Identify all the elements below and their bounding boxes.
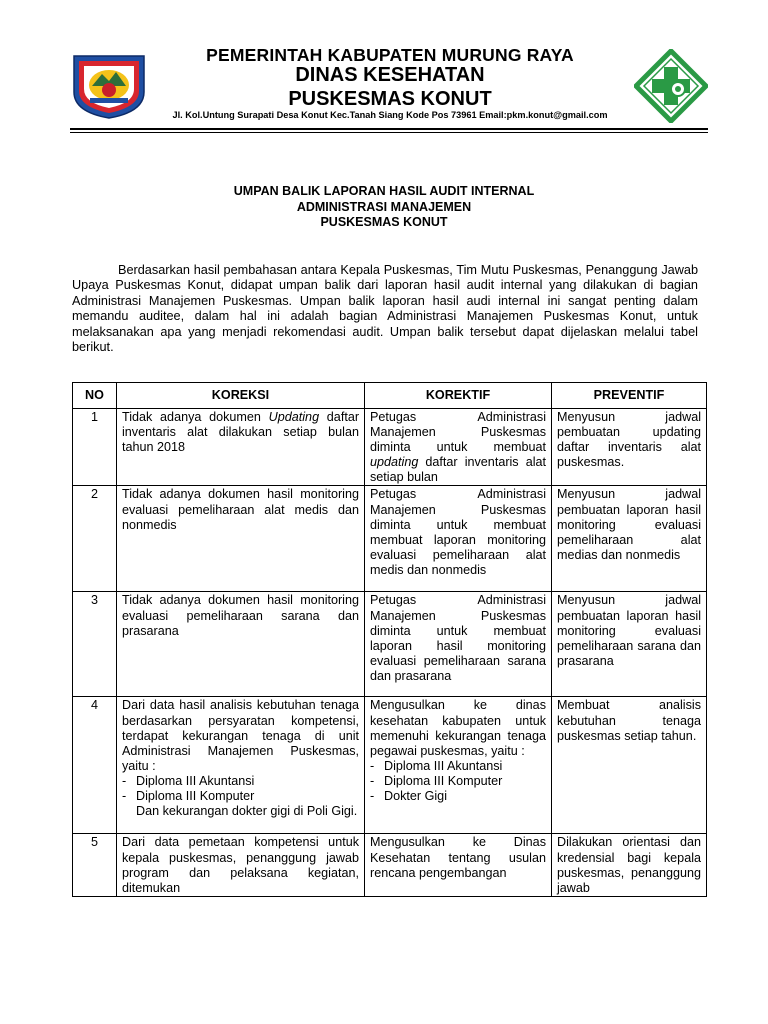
col-header-koreksi: KOREKSI xyxy=(117,383,365,409)
puskesmas-green-cross-logo-icon xyxy=(634,49,708,123)
list-item-text: Diploma III Komputer xyxy=(136,789,255,804)
korektif-text: Petugas Administrasi Manajemen Puskesmas diminta untuk membuat xyxy=(370,410,546,455)
korektif-text: Mengusulkan ke dinas kesehatan kabupaten untuk memenuhi kekurangan tenaga pegawai puskesmas, yaitu : xyxy=(370,698,546,758)
table-row xyxy=(73,697,707,834)
koreksi-cell xyxy=(117,697,365,834)
header-agency-line: DINAS KESEHATAN xyxy=(295,64,485,86)
table-row xyxy=(73,592,707,697)
title-line-2: ADMINISTRASI MANAJEMEN xyxy=(296,199,472,214)
koreksi-text: Dari data hasil analisis kebutuhan tenaga berdasarkan persyaratan kompetensi, terdapat kekurangan tenaga di unit Administrasi Manajemen Puskesmas, yaitu : xyxy=(122,698,359,773)
preventif-cell: Menyusun jadwal pembuatan laporan hasil monitoring evaluasi pemeliharaan alat medias dan nonmedis xyxy=(552,486,707,592)
korektif-cell: Petugas Administrasi Manajemen Puskesmas diminta untuk membuat membuat laporan monitoring evaluasi pemeliharaan alat medis dan nonmedis xyxy=(365,486,552,592)
regency-shield-emblem-icon xyxy=(70,52,148,120)
koreksi-cell: Tidak adanya dokumen hasil monitoring evaluasi pemeliharaan sarana dan prasarana xyxy=(117,592,365,697)
row-number: 4 xyxy=(73,697,117,834)
list-item: - Diploma III Akuntansi xyxy=(370,758,503,773)
preventif-cell: Membuat analisis kebutuhan tenaga puskesmas setiap tahun. xyxy=(552,697,707,834)
row-number: 1 xyxy=(73,409,117,486)
korektif-cell xyxy=(365,409,552,486)
preventif-cell: Dilakukan orientasi dan kredensial bagi kepala puskesmas, penanggung jawab xyxy=(552,834,707,896)
preventif-cell: Menyusun jadwal pembuatan updating daftar inventaris alat puskesmas. xyxy=(552,409,707,486)
korektif-cell xyxy=(365,697,552,834)
col-header-preventif: PREVENTIF xyxy=(552,383,707,409)
list-item-text: Dokter Gigi xyxy=(384,789,447,804)
list-item: - Dokter Gigi xyxy=(370,789,447,804)
list-item: - Diploma III Komputer xyxy=(122,789,255,804)
header-address: Jl. Kol.Untung Surapati Desa Konut Kec.Tanah Siang Kode Pos 73961 Email:pkm.konut@gmail.com xyxy=(172,110,608,120)
koreksi-cell: Tidak adanya dokumen hasil monitoring evaluasi pemeliharaan alat medis dan nonmedis xyxy=(117,486,365,592)
koreksi-text-end: daftar inventaris alat dilakukan setiap bulan tahun 2018 xyxy=(122,410,360,455)
koreksi-emphasis: Updating xyxy=(268,410,320,424)
koreksi-text: Tidak adanya dokumen xyxy=(122,410,269,424)
korektif-cell: Petugas Administrasi Manajemen Puskesmas diminta untuk membuat laporan hasil monitoring evaluasi pemeliharaan sarana dan prasarana xyxy=(365,592,552,697)
feedback-table xyxy=(72,382,707,897)
korektif-cell: Mengusulkan ke Dinas Kesehatan tentang usulan rencana pengembangan xyxy=(365,834,552,896)
table-row xyxy=(73,834,707,896)
list-item-text: Diploma III Komputer xyxy=(384,773,503,788)
koreksi-tail: Dan kekurangan dokter gigi di Poli Gigi. xyxy=(136,804,358,819)
letterhead-rule-thin xyxy=(70,132,708,133)
title-line-3: PUSKESMAS KONUT xyxy=(320,215,448,229)
header-government-line: PEMERINTAH KABUPATEN MURUNG RAYA xyxy=(206,45,574,65)
koreksi-cell: Dari data pemetaan kompetensi untuk kepala puskesmas, penanggung jawab program dan pelaksana kegiatan, ditemukan xyxy=(117,834,365,896)
list-item: - Diploma III Komputer xyxy=(370,773,503,788)
korektif-emphasis: updating xyxy=(370,455,419,470)
korektif-text-end: daftar inventaris alat setiap bulan xyxy=(370,455,546,485)
document-title xyxy=(100,184,668,231)
koreksi-cell xyxy=(117,409,365,486)
intro-text: Berdasarkan hasil pembahasan antara Kepala Puskesmas, Tim Mutu Puskesmas, Penanggung Jawab Upaya Puskesmas Konut, didapat umpan balik dari laporan hasil audit internal yang dilakukan di bagian Administrasi Manajemen Puskesmas. Umpan balik laporan hasil audi internal ini sangat penting dalam memandu auditee, dalam hal ini adalah bagian Administrasi Manajemen Puskesmas Konut, untuk melaksanakan apa yang menjadi rekomendasi audit. Umpan balik tersebut dapat dijelaskan melalui tabel berikut. xyxy=(72,263,698,355)
intro-paragraph xyxy=(72,263,698,355)
preventif-cell: Menyusun jadwal pembuatan laporan hasil monitoring evaluasi pemeliharaan sarana dan prasarana xyxy=(552,592,707,697)
row-number: 3 xyxy=(73,592,117,697)
list-item-text: Diploma III Akuntansi xyxy=(136,773,255,788)
table-row xyxy=(73,486,707,592)
row-number: 2 xyxy=(73,486,117,592)
row-number: 5 xyxy=(73,834,117,896)
list-item-text: Diploma III Akuntansi xyxy=(384,758,503,773)
table-row xyxy=(73,409,707,486)
header-puskesmas-line: PUSKESMAS KONUT xyxy=(288,88,492,110)
title-line-1: UMPAN BALIK LAPORAN HASIL AUDIT INTERNAL xyxy=(233,184,535,198)
table-header-row xyxy=(73,383,707,409)
col-header-no: NO xyxy=(73,383,117,409)
list-item: - Diploma III Akuntansi xyxy=(122,773,255,788)
col-header-korektif: KOREKTIF xyxy=(365,383,552,409)
letterhead-rule-thick xyxy=(70,128,708,130)
